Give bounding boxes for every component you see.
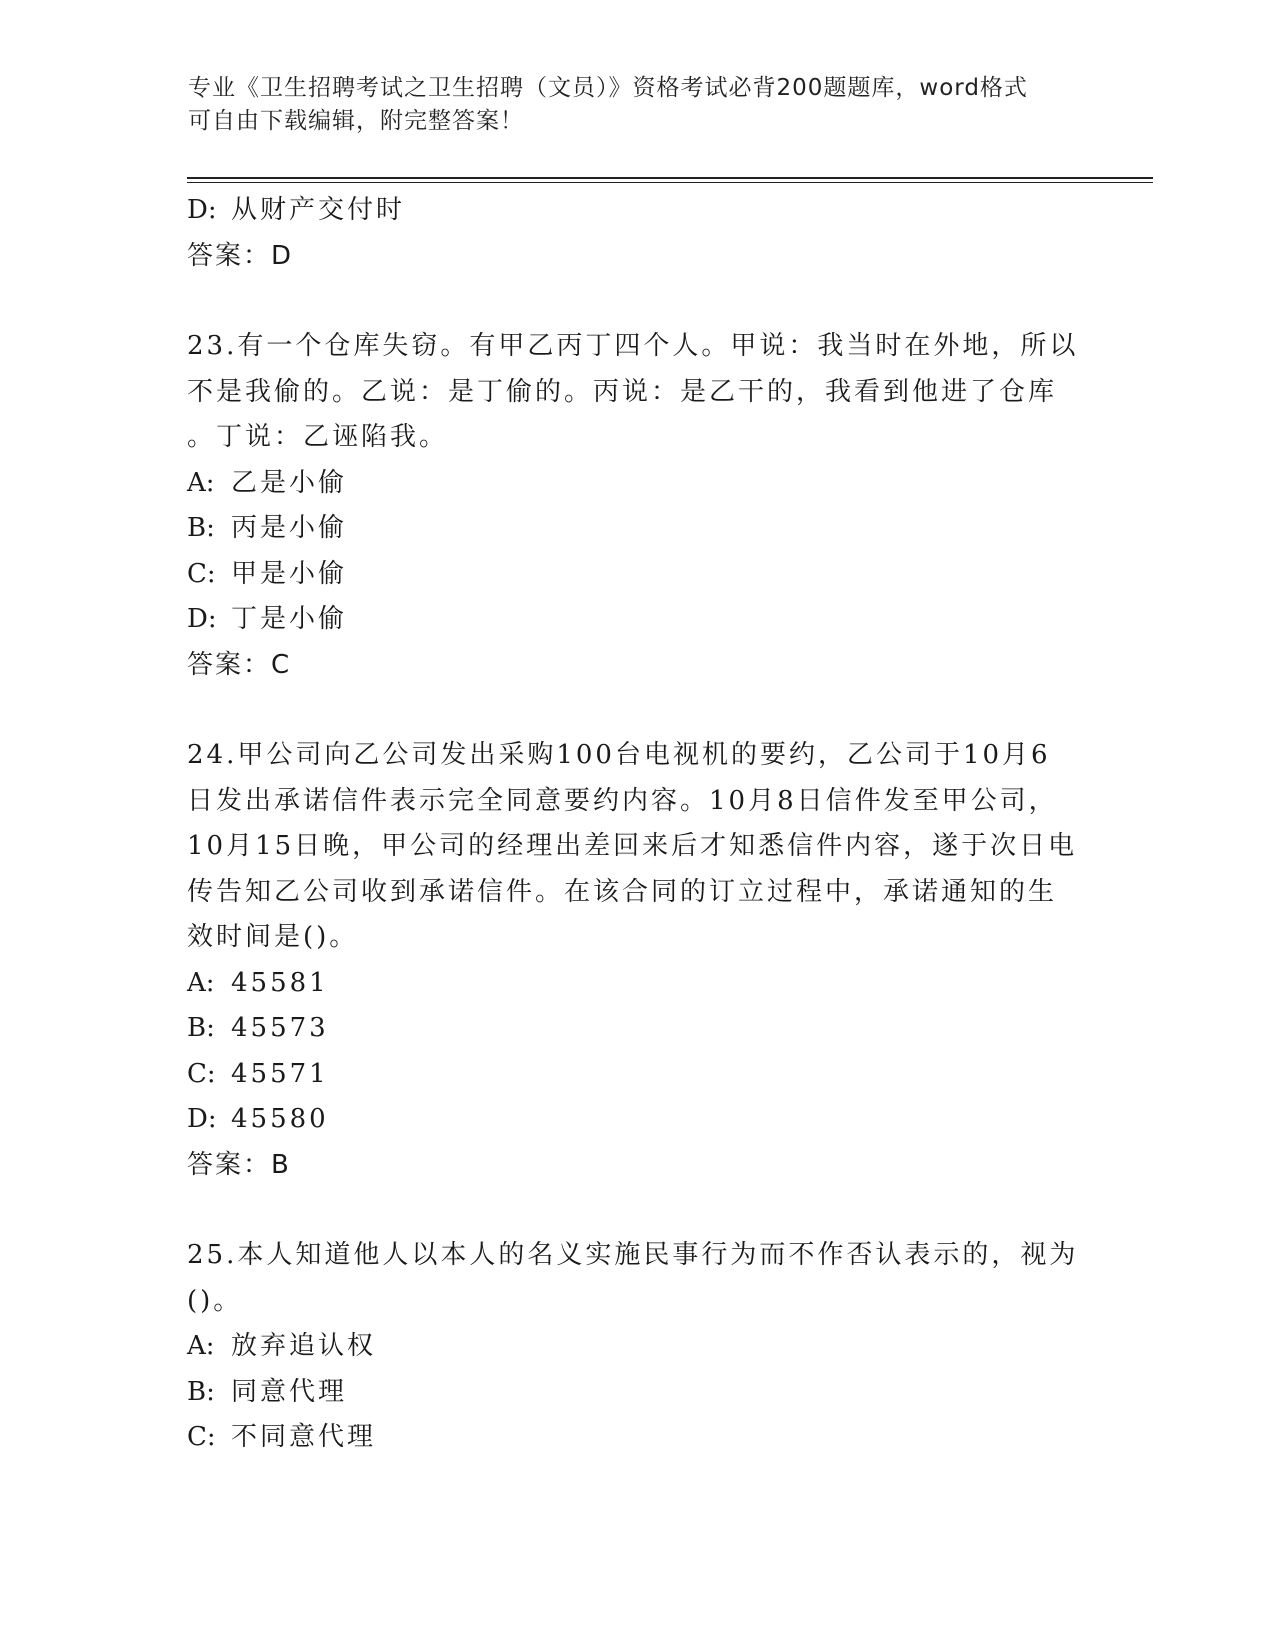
question-25-option-c [187,1415,1087,1461]
option-text: 45571 [231,1058,329,1089]
question-23-answer: 答案：C [187,649,292,680]
question-25-option-b [187,1370,1087,1416]
question-24-option-c [187,1052,1087,1098]
option-letter: B: [187,1013,215,1043]
header-divider-thick [187,177,1153,179]
prev-answer: 答案：D [187,240,294,271]
question-24-line-4: 传告知乙公司收到承诺信件。在该合同的订立过程中，承诺通知的生 [187,876,1058,907]
question-23 [187,324,1087,688]
option-text: 乙是小偷 [231,467,348,498]
option-letter: C: [187,558,216,589]
option-letter: D: [187,604,217,634]
question-24-line-2: 日发出承诺信件表示完全同意要约内容。10月8日信件发至甲公司， [187,785,1058,816]
option-text: 丁是小偷 [231,604,348,634]
question-24-line-3: 10月15日晚，甲公司的经理出差回来后才知悉信件内容，遂于次日电 [187,831,1078,861]
question-25-option-a [187,1324,1087,1370]
option-letter: A: [187,1331,215,1361]
option-letter: C: [187,1058,216,1089]
question-24-line-5: 效时间是()。 [187,922,359,952]
question-23-line-2: 不是我偷的。乙说：是丁偷的。丙说：是乙干的，我看到他进了仓库 [187,376,1058,407]
option-text: 45581 [231,967,329,998]
question-24 [187,733,1087,1188]
header-divider-thin [187,182,1153,183]
option-letter: D: [187,195,217,225]
question-25-line-2: ()。 [187,1285,243,1316]
option-text: 从财产交付时 [231,195,406,225]
question-24-answer: 答案：B [187,1149,291,1180]
option-letter: C: [187,1422,216,1452]
question-23-option-d [187,597,1087,643]
question-25 [187,1233,1087,1461]
question-23-option-b [187,506,1087,552]
spacer [187,279,1087,324]
question-24-option-b [187,1006,1087,1052]
option-text: 45580 [231,1104,329,1134]
question-23-line-3: 。丁说：乙诬陷我。 [187,422,449,452]
option-letter: A: [187,967,215,998]
spacer [187,1188,1087,1233]
question-list [187,188,1087,1461]
option-text: 放弃追认权 [231,1331,377,1361]
option-letter: B: [187,513,215,543]
question-24-option-d [187,1097,1087,1143]
option-text: 45573 [231,1013,329,1043]
option-letter: D: [187,1104,217,1134]
question-23-line-1: 23.有一个仓库失窃。有甲乙丙丁四个人。甲说：我当时在外地，所以 [187,331,1079,361]
prev-option-d [187,188,1087,234]
option-text: 甲是小偷 [231,558,348,589]
question-23-option-c [187,552,1087,598]
option-text: 不同意代理 [231,1422,377,1452]
document-header [188,72,1068,138]
question-25-line-1: 25.本人知道他人以本人的名义实施民事行为而不作否认表示的，视为 [187,1240,1079,1270]
option-letter: B: [187,1376,215,1407]
question-24-option-a [187,961,1087,1007]
header-title-line-2: 可自由下载编辑，附完整答案！ [188,108,524,134]
option-text: 同意代理 [231,1376,348,1407]
question-23-option-a [187,461,1087,507]
spacer [187,688,1087,733]
option-letter: A: [187,467,215,498]
option-text: 丙是小偷 [231,513,348,543]
question-24-line-1: 24.甲公司向乙公司发出采购100台电视机的要约，乙公司于10月6 [187,740,1051,770]
header-title-line-1: 专业《卫生招聘考试之卫生招聘（文员）》资格考试必背200题题库，word格式 [188,75,1028,101]
